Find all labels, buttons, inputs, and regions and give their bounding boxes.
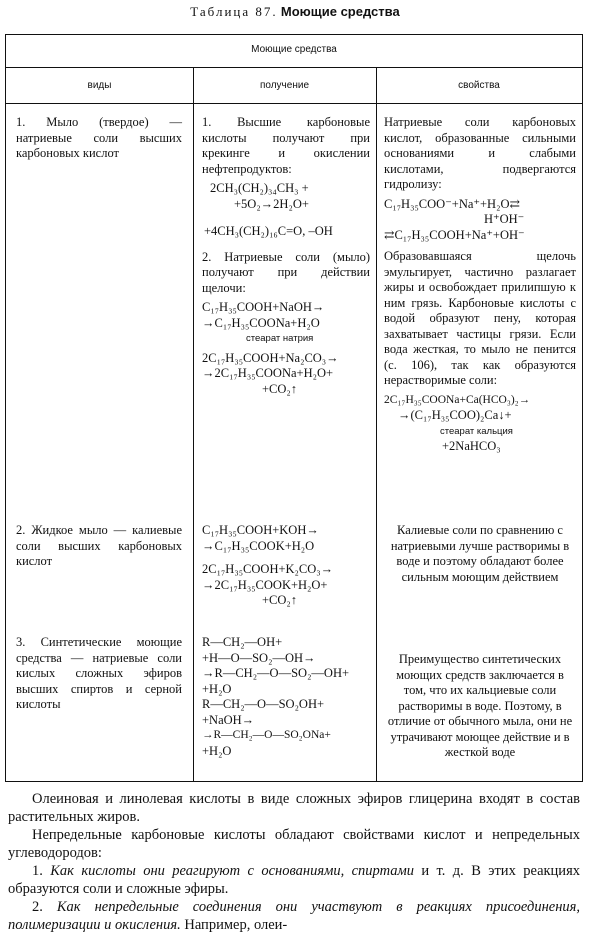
row1-formula4: C₁₇H₃₅COOH+NaOH→ — [202, 300, 325, 314]
row2-properties: Калиевые соли по сравнению с натриевыми лучше растворимы в воде и поэтому обладают более сильным моющим действием — [390, 523, 570, 584]
row1-formula2: +5O₂→2H₂O+ — [234, 196, 309, 211]
row1-hydrolysis2: H⁺OH⁻ — [484, 212, 525, 226]
row1-hardwater1: 2C₁₇H₃₅COONa+Ca(HCO₃)₂→ — [384, 393, 531, 406]
row2-formula5: +CO₂↑ — [262, 593, 298, 607]
row3-formula2: +H—O—SO₂—OH→ — [202, 650, 316, 665]
row1-formula1: 2CH₃(CH₂)₃₄CH₃ + — [210, 181, 309, 195]
paragraph-1: Олеиновая и линолевая кислоты в виде сложных эфиров глицерина входят в состав растительных жиров. — [8, 791, 580, 825]
paragraph-4-lead: 2. — [32, 899, 57, 915]
row2-production — [202, 523, 370, 609]
row1-hardwater3: +2NaHCO₃ — [442, 439, 501, 453]
column-header-types: виды — [87, 80, 112, 91]
paragraph-3-rest: и т. д. В этих реакциях образуются соли и сложные эфиры. — [8, 863, 580, 897]
paragraph-2: Непредельные карбоновые кислоты обладают свойствами кислот и непредельных углеводородов: — [8, 827, 580, 861]
row1-production-text1: 1. Высшие карбоновые кислоты получают при крекинге и окислении нефтепродуктов: — [202, 115, 370, 176]
table-caption — [0, 4, 590, 20]
row1-formula8: +CO₂↑ — [262, 381, 298, 396]
row1-formula3: +4CH₃(CH₂)₁₆C=O, –OH — [204, 224, 333, 238]
row1-properties-text1: Натриевые соли карбоновых кислот, образованные сильными основаниями и слабыми кислотами, подвергаются гидролизу: — [384, 115, 576, 191]
row1-formula7: →2C₁₇H₃₅COONa+H₂O+ — [202, 366, 334, 380]
row2-type: 2. Жидкое мыло — калиевые соли высших карбоновых кислот — [16, 523, 182, 568]
row2-formula4: →2C₁₇H₃₅COOK+H₂O+ — [202, 577, 328, 592]
row3-formula7: →R—CH₂—O—SO₂ONa+ — [202, 729, 331, 741]
row1-hardwater2: →(C₁₇H₃₅COO)₂Ca↓+ — [398, 408, 512, 422]
row3-formula3: →R—CH₂—O—SO₂—OH+ — [202, 666, 350, 680]
row1-production — [202, 115, 370, 397]
body-text — [8, 790, 580, 934]
row1-caption-stearate-sodium: стеарат натрия — [246, 333, 314, 344]
caption-label: Таблица 87. — [190, 4, 278, 19]
row2-formula1: C₁₇H₃₅COOH+KOH→ — [202, 523, 319, 537]
row2-formula2: →C₁₇H₃₅COOK+H₂O — [202, 538, 315, 553]
row1-formula5: →C₁₇H₃₅COONa+H₂O — [202, 315, 320, 330]
paragraph-3-italic: Как кислоты они реагируют с основаниями, спиртами — [50, 863, 415, 879]
row1-caption-stearate-calcium: стеарат кальция — [440, 425, 513, 437]
row1-production-text2: 2. Натриевые соли (мыло) получают при действии щелочи: — [202, 249, 370, 295]
column-header-production: получение — [259, 80, 310, 91]
row3-formula4: +H₂O — [202, 681, 232, 696]
paragraph-3 — [8, 862, 580, 898]
row1-hydrolysis3: ⇄C₁₇H₃₅COOH+Na⁺+OH⁻ — [384, 227, 525, 242]
column-header-properties: свойства — [458, 80, 500, 91]
paragraph-4 — [8, 898, 580, 934]
row1-properties-text2: Образовавшаяся щелочь эмульгирует, частично разлагает жиры и освобождает прилипшую к ним грязь. Карбоновые кислоты с водой образуют пену, которая захватывает частицы грязи. Если вода жесткая, то мыло не пенится (с. 106), так как образуются нерастворимые соли: — [384, 249, 576, 387]
row3-type: 3. Синтетические моющие средства — натриевые соли кислых сложных эфиров высших спиртов и серной кислоты — [16, 635, 182, 711]
row3-formula5: R—CH₂—O—SO₂OH+ — [202, 697, 325, 711]
row3-formula8: +H₂O — [202, 743, 232, 758]
caption-title: Моющие средства — [280, 4, 400, 19]
paragraph-3-lead: 1. — [32, 863, 51, 879]
row1-hydrolysis1: C₁₇H₃₅COO⁻+Na⁺+H₂O⇄ — [384, 196, 520, 211]
row3-production — [202, 635, 370, 759]
table-main-header: Моющие средства — [251, 44, 337, 55]
row1-type: 1. Мыло (твердое) — натриевые соли высших карбоновых кислот — [16, 115, 182, 160]
row3-formula1: R—CH₂—OH+ — [202, 635, 283, 649]
paragraph-4-rest: Например, олеи- — [180, 917, 288, 933]
row1-properties — [384, 115, 576, 455]
paragraph-4-italic: Как непредельные соединения они участвуют в реакциях присоединения, полимеризации и окисления. — [8, 899, 581, 933]
row2-formula3: 2C₁₇H₃₅COOH+K₂CO₃→ — [202, 562, 334, 576]
row1-formula6: 2C₁₇H₃₅COOH+Na₂CO₃→ — [202, 350, 339, 365]
detergents-table — [5, 34, 583, 782]
row3-properties: Преимущество синтетических моющих средств заключается в том, что их кальциевые соли растворимы в воде. Поэтому, в отличие от обычного мыла, они не утрачивают моющее действие и в жесткой воде — [387, 652, 573, 759]
row3-formula6: +NaOH→ — [202, 712, 255, 727]
